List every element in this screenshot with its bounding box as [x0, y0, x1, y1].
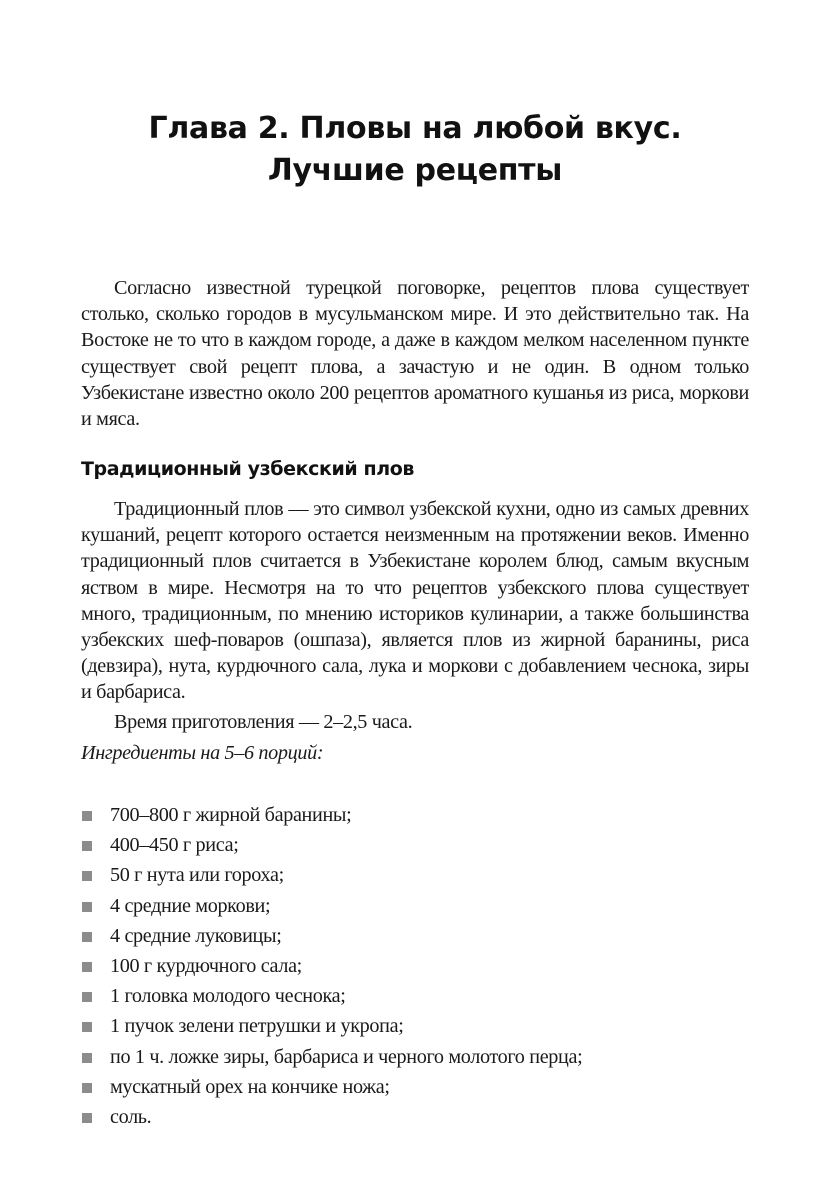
cooking-time: Время приготовления — 2–2,5 часа.: [114, 710, 413, 733]
ingredient-text: 100 г курдючного сала;: [110, 955, 302, 978]
ingredient-text: 1 головка молодого чеснока;: [110, 985, 346, 1008]
square-bullet-icon: [82, 1083, 92, 1093]
ingredient-text: по 1 ч. ложке зиры, барбариса и черного молотого перца;: [110, 1045, 583, 1068]
ingredient-text: мускатный орех на кончике ножа;: [110, 1075, 390, 1098]
ingredient-item: [81, 1072, 749, 1102]
ingredients-list: [81, 800, 749, 1132]
section-heading: Традиционный узбекский плов: [81, 458, 415, 480]
ingredients-label: Ингредиенты на 5–6 порций:: [81, 741, 324, 764]
square-bullet-icon: [82, 1022, 92, 1032]
chapter-title-line-2: Лучшие рецепты: [267, 153, 563, 188]
recipe-description: Традиционный плов — это символ узбекской кухни, одно из самых древних кушаний, рецепт которого остается неизменным на протяжении веков. Именно традиционный плов считается в Узбекистане королем блюд, самым вкусным яством в мире. Несмотря на то что рецептов узбекского плова существует много, традиционным, по мнению историков кулинарии, а также большинства узбекских шеф-поваров (ошпаза), является плов из жирной баранины, риса (девзира), нута, курдючного сала, лука и моркови с добавлением чеснока, зиры и барбариса.: [81, 498, 749, 704]
square-bullet-icon: [82, 902, 92, 912]
square-bullet-icon: [82, 871, 92, 881]
chapter-title-line-1: Глава 2. Пловы на любой вкус.: [148, 111, 682, 146]
ingredient-item: [81, 921, 749, 951]
square-bullet-icon: [82, 841, 92, 851]
ingredient-text: 50 г нута или гороха;: [110, 864, 284, 887]
square-bullet-icon: [82, 962, 92, 972]
square-bullet-icon: [82, 932, 92, 942]
ingredient-item: [81, 1102, 749, 1132]
intro-paragraph: Согласно известной турецкой поговорке, рецептов плова существует столько, сколько городов в мусульманском мире. И это действительно так. На Востоке не то что в каждом городе, а даже в каждом мелком населенном пункте существует свой рецепт плова, а зачастую и не один. В одном только Узбекистане известно около 200 рецептов ароматного кушанья из риса, моркови и мяса.: [81, 277, 749, 431]
recipe-block: [81, 496, 749, 766]
ingredient-text: 4 средние моркови;: [110, 894, 271, 917]
ingredient-item: [81, 800, 749, 830]
ingredient-item: [81, 891, 749, 921]
chapter-title: [81, 108, 749, 192]
square-bullet-icon: [82, 992, 92, 1002]
square-bullet-icon: [82, 1113, 92, 1123]
ingredient-text: 4 средние луковицы;: [110, 924, 282, 947]
ingredient-text: 400–450 г риса;: [110, 834, 239, 857]
ingredient-item: [81, 830, 749, 860]
ingredient-item: [81, 951, 749, 981]
ingredient-item: [81, 1011, 749, 1041]
ingredient-text: соль.: [110, 1106, 152, 1129]
square-bullet-icon: [82, 811, 92, 821]
ingredient-item: [81, 860, 749, 890]
ingredient-text: 700–800 г жирной баранины;: [110, 804, 352, 826]
square-bullet-icon: [82, 1053, 92, 1063]
ingredient-text: 1 пучок зелени петрушки и укропа;: [110, 1015, 404, 1038]
ingredient-item: [81, 1042, 749, 1072]
ingredient-item: [81, 981, 749, 1011]
